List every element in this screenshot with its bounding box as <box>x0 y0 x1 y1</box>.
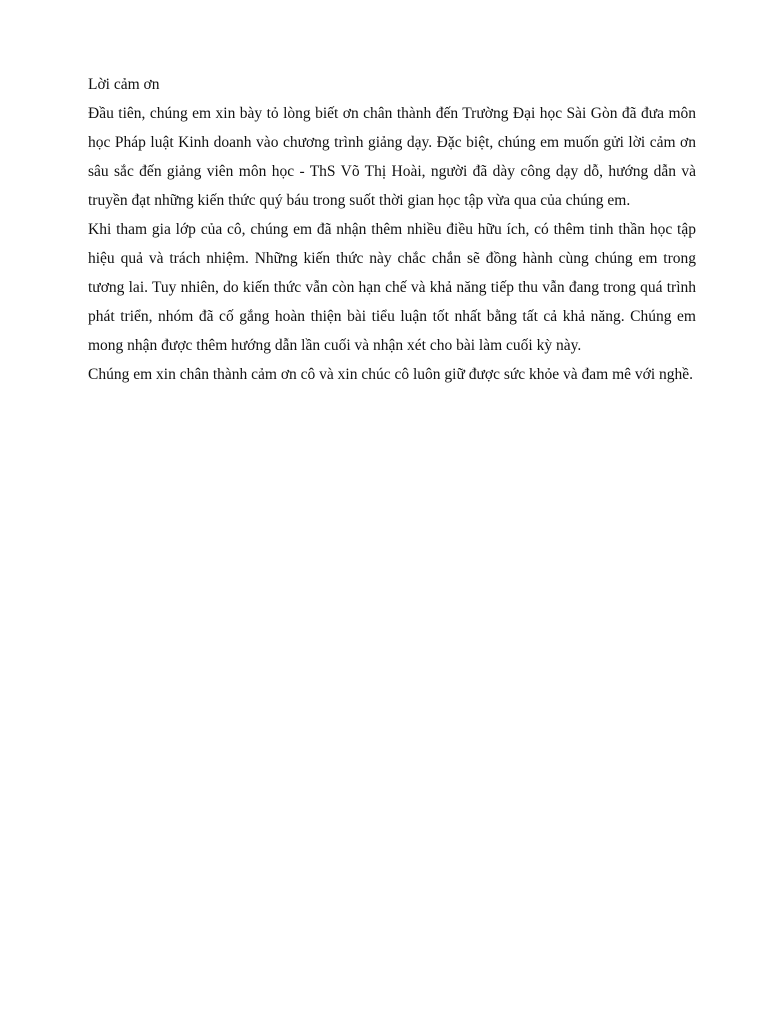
document-title: Lời cảm ơn <box>88 76 160 93</box>
paragraph-class-experience: Khi tham gia lớp của cô, chúng em đã nhận thêm nhiều điều hữu ích, có thêm tinh thần học tập hiệu quả và trách nhiệm. Những kiến thức này chắc chắn sẽ đồng hành cùng chúng em trong tương lai. Tuy nhiên, do kiến thức vẫn còn hạn chế và khả năng tiếp thu vẫn đang trong quá trình phát triển, nhóm đã cố gắng hoàn thiện bài tiểu luận tốt nhất bằng tất cả khả năng. Chúng em mong nhận được thêm hướng dẫn lần cuối và nhận xét cho bài làm cuối kỳ này. <box>88 221 696 354</box>
paragraph-intro: Đầu tiên, chúng em xin bày tỏ lòng biết ơn chân thành đến Trường Đại học Sài Gòn đã đưa môn học Pháp luật Kinh doanh vào chương trình giảng dạy. Đặc biệt, chúng em muốn gửi lời cảm ơn sâu sắc đến giảng viên môn học - ThS Võ Thị Hoài, người đã dày công dạy dỗ, hướng dẫn và truyền đạt những kiến thức quý báu trong suốt thời gian học tập vừa qua của chúng em. <box>88 105 696 209</box>
paragraph-closing: Chúng em xin chân thành cảm ơn cô và xin chúc cô luôn giữ được sức khỏe và đam mê với nghề. <box>88 366 694 383</box>
